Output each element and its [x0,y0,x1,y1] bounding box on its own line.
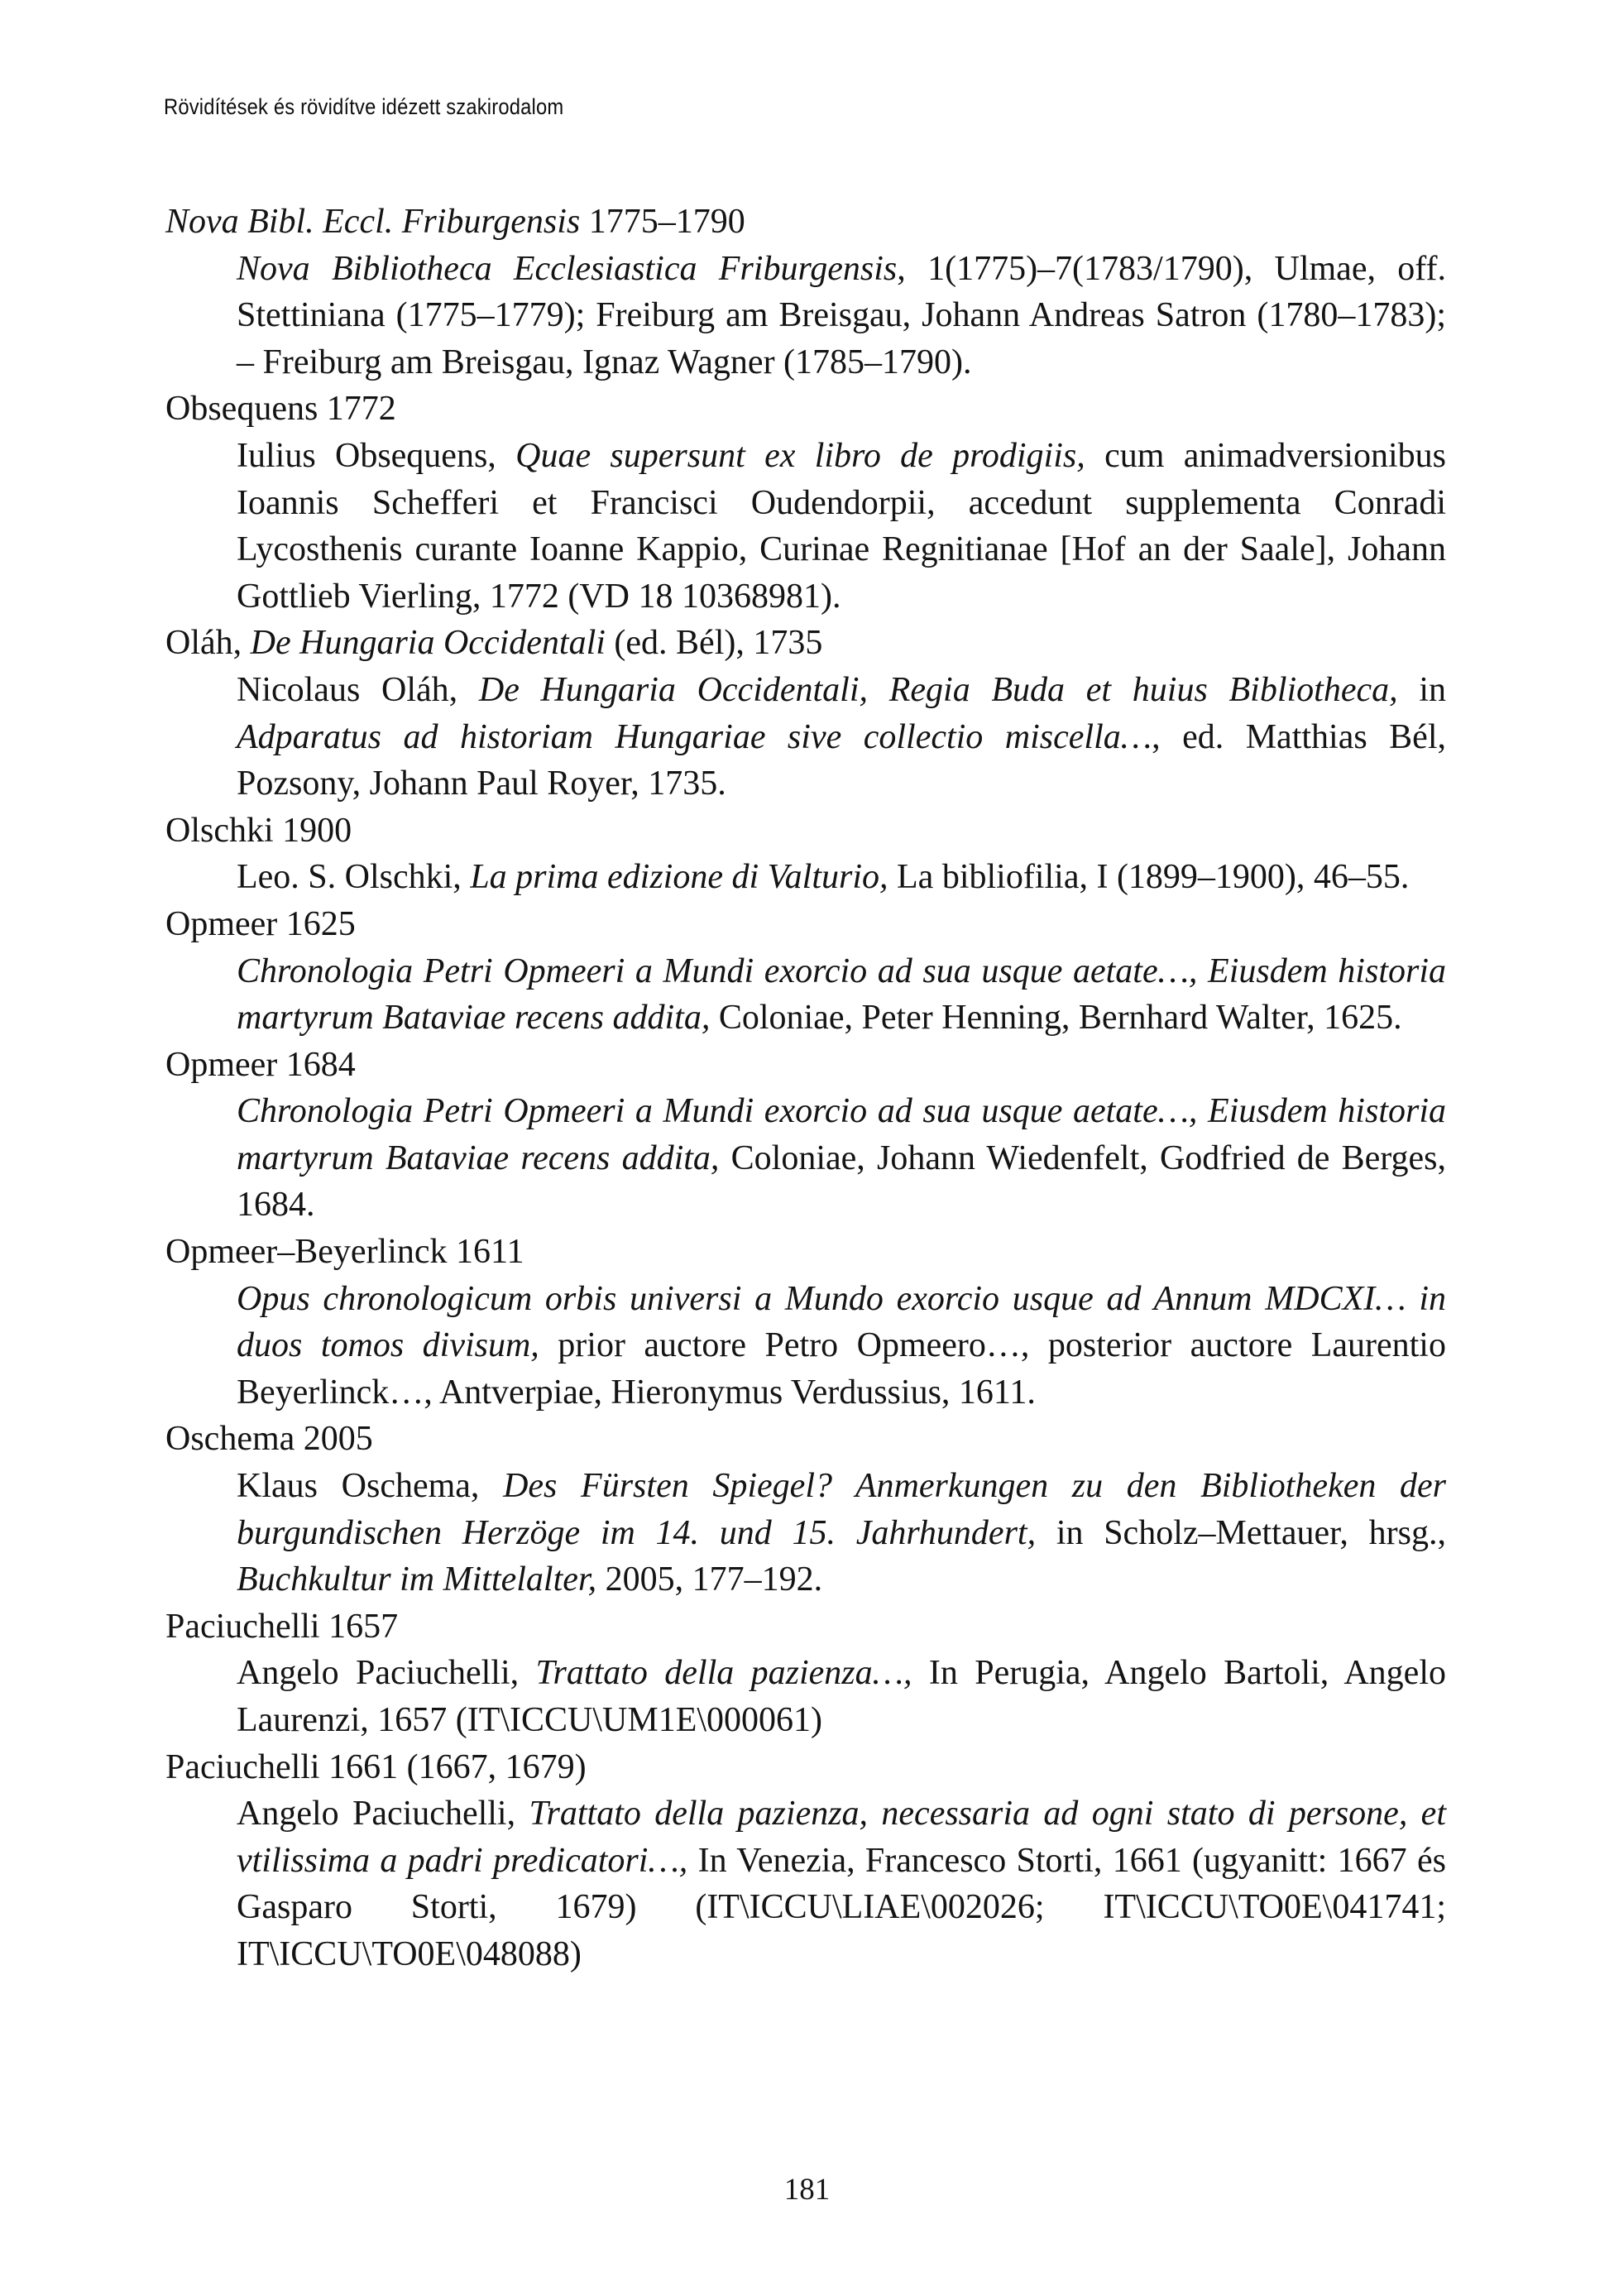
entry-body-text-run: Coloniae, Johann Wiedenfelt, Godfried de Berges, 1684. [237,1138,1446,1225]
entry-body-italic-run: De Hungaria Occidentali, Regia Buda et huius Bibliotheca, [478,670,1398,709]
running-header: Rövidítések és rövidítve idézett szakirodalom [164,94,564,119]
entry-heading [165,386,1446,433]
entry-heading-text-run: Olschki 1900 [165,811,352,850]
entry-body-text-run: In Perugia, Angelo Bartoli, Angelo Laurenzi, 1657 (IT\ICCU\UM1E\000061) [237,1654,1446,1739]
entry-heading-text-run: Obsequens 1772 [165,390,396,429]
entry-body-italic-run: Nova Bibliotheca Ecclesiastica Friburgensis [237,249,898,288]
entry-body-text-run: prior auctore Petro Opmeero…, posterior auctore Laurentio Beyerlinck…, Antverpiae, Hieronymus Verdussius, 1611. [237,1326,1446,1412]
entry-body-italic-run: Chronologia Petri Opmeeri a Mundi exorcio ad sua usque aetate…, Eiusdem historia martyrum Bataviae recens addita, [237,1092,1446,1177]
entry-heading-italic-run: Nova Bibl. Eccl. Friburgensis [165,203,589,241]
entry-heading [165,901,1446,948]
bib-entry [165,808,1446,901]
entry-body-text-run: in [1397,670,1447,709]
entry-body-text-run: La bibliofilia, I (1899–1900), 46–55. [888,858,1410,897]
entry-heading-text-run: Oschema 2005 [165,1420,373,1459]
bib-entry [165,1744,1446,1978]
entry-body [237,1088,1446,1229]
entry-heading [165,1416,1446,1463]
bib-entry [165,1042,1446,1229]
entry-body-text-run: Nicolaus Oláh, [237,670,479,709]
bib-entry [165,386,1446,620]
entry-heading [165,808,1446,855]
entry-heading [165,1042,1446,1089]
entry-heading-text-run: Opmeer 1625 [165,904,356,943]
entry-body-text-run: 2005, 177–192. [596,1560,823,1599]
entry-heading-italic-run: De Hungaria Occidentali [250,624,606,663]
entry-body-text-run: , 1(1775)–7(1783/1790), Ulmae, off. Stettiniana (1775–1779); Freiburg am Breisgau, Johann Andreas Satron (1780–1783); – Freiburg am Breisgau, Ignaz Wagner (1785–1790). [237,249,1446,381]
bib-entry [165,199,1446,386]
entry-body-italic-run: Adparatus ad historiam Hungariae sive collectio miscella… [237,717,1152,756]
entry-heading-text-run: (ed. Bél), 1735 [605,624,823,663]
entry-body [237,433,1446,620]
entry-body-text-run: In Venezia, Francesco Storti, 1661 (ugyanitt: 1667 és Gasparo Storti, 1679) (IT\ICCU\LIAE\002026; IT\ICCU\TO0E\041741; IT\ICCU\TO0E\048088) [237,1841,1446,1973]
entry-body-text-run: cum animadversionibus Ioannis Schefferi et Francisci Oudendorpii, accedunt supplementa Conradi Lycosthenis curante Ioanne Kappio, Curinae Regnitianae [Hof an der Saale], Johann Gottlieb Vierling, 1772 (VD 18 10368981). [237,436,1446,616]
bib-entry [165,620,1446,807]
entry-body-italic-run: Des Fürsten Spiegel? Anmerkungen zu den Bibliotheken der burgundischen Herzöge im 14. und 15. Jahrhundert, [237,1467,1446,1552]
entry-heading-text-run: 1775–1790 [588,203,745,241]
entry-heading-text-run: Opmeer 1684 [165,1045,356,1084]
page-number: 181 [783,2173,831,2207]
bib-entry [165,1603,1446,1744]
bib-entry [165,901,1446,1042]
entry-body [237,948,1446,1042]
entry-body [237,1276,1446,1416]
entry-body-text-run: in Scholz–Mettauer, hrsg., [1036,1513,1446,1552]
entry-heading-text-run: Paciuchelli 1657 [165,1607,399,1646]
entry-body-italic-run: Trattato della pazienza, necessaria ad ogni stato di persone, et vtilissima a padri predicatori…, [237,1795,1446,1880]
entry-body [237,246,1446,386]
bib-entry [165,1416,1446,1603]
entry-heading [165,1603,1446,1651]
entry-heading [165,1744,1446,1791]
entry-body [237,1650,1446,1743]
bibliography-list [165,199,1446,1978]
bib-entry [165,1229,1446,1416]
entry-body-text-run: Klaus Oschema, [237,1467,504,1506]
entry-body [237,1790,1446,1977]
entry-body [237,854,1446,901]
entry-body-italic-run: Trattato della pazienza…, [535,1654,912,1693]
entry-heading-text-run: Oláh, [165,624,251,663]
entry-body-text-run: Leo. S. Olschki, [237,858,471,897]
entry-heading-text-run: Opmeer–Beyerlinck 1611 [165,1233,524,1272]
entry-body-text-run: Iulius Obsequens, [237,436,516,475]
entry-body [237,1463,1446,1603]
entry-body-text-run: , ed. Matthias Bél, Pozsony, Johann Paul Royer, 1735. [237,717,1446,803]
entry-body-italic-run: Quae supersunt ex libro de prodigiis, [515,436,1085,475]
entry-body-italic-run: La prima edizione di Valturio, [470,858,888,897]
entry-heading [165,620,1446,667]
entry-body-italic-run: Chronologia Petri Opmeeri a Mundi exorcio ad sua usque aetate…, Eiusdem historia martyrum Bataviae recens addita, [237,951,1446,1038]
entry-body [237,667,1446,808]
entry-body-text-run: Angelo Paciuchelli, [237,1795,529,1833]
entry-body-italic-run: Buchkultur im Mittelalter, [237,1560,597,1599]
entry-heading [165,199,1446,246]
entry-heading-text-run: Paciuchelli 1661 (1667, 1679) [165,1747,587,1786]
entry-body-italic-run: Opus chronologicum orbis universi a Mundo exorcio usque ad Annum MDCXI… in duos tomos divisum, [237,1279,1446,1365]
entry-body-text-run: Angelo Paciuchelli, [237,1654,536,1693]
entry-body-text-run: Coloniae, Peter Henning, Bernhard Walter, 1625. [710,999,1402,1038]
entry-heading [165,1229,1446,1276]
